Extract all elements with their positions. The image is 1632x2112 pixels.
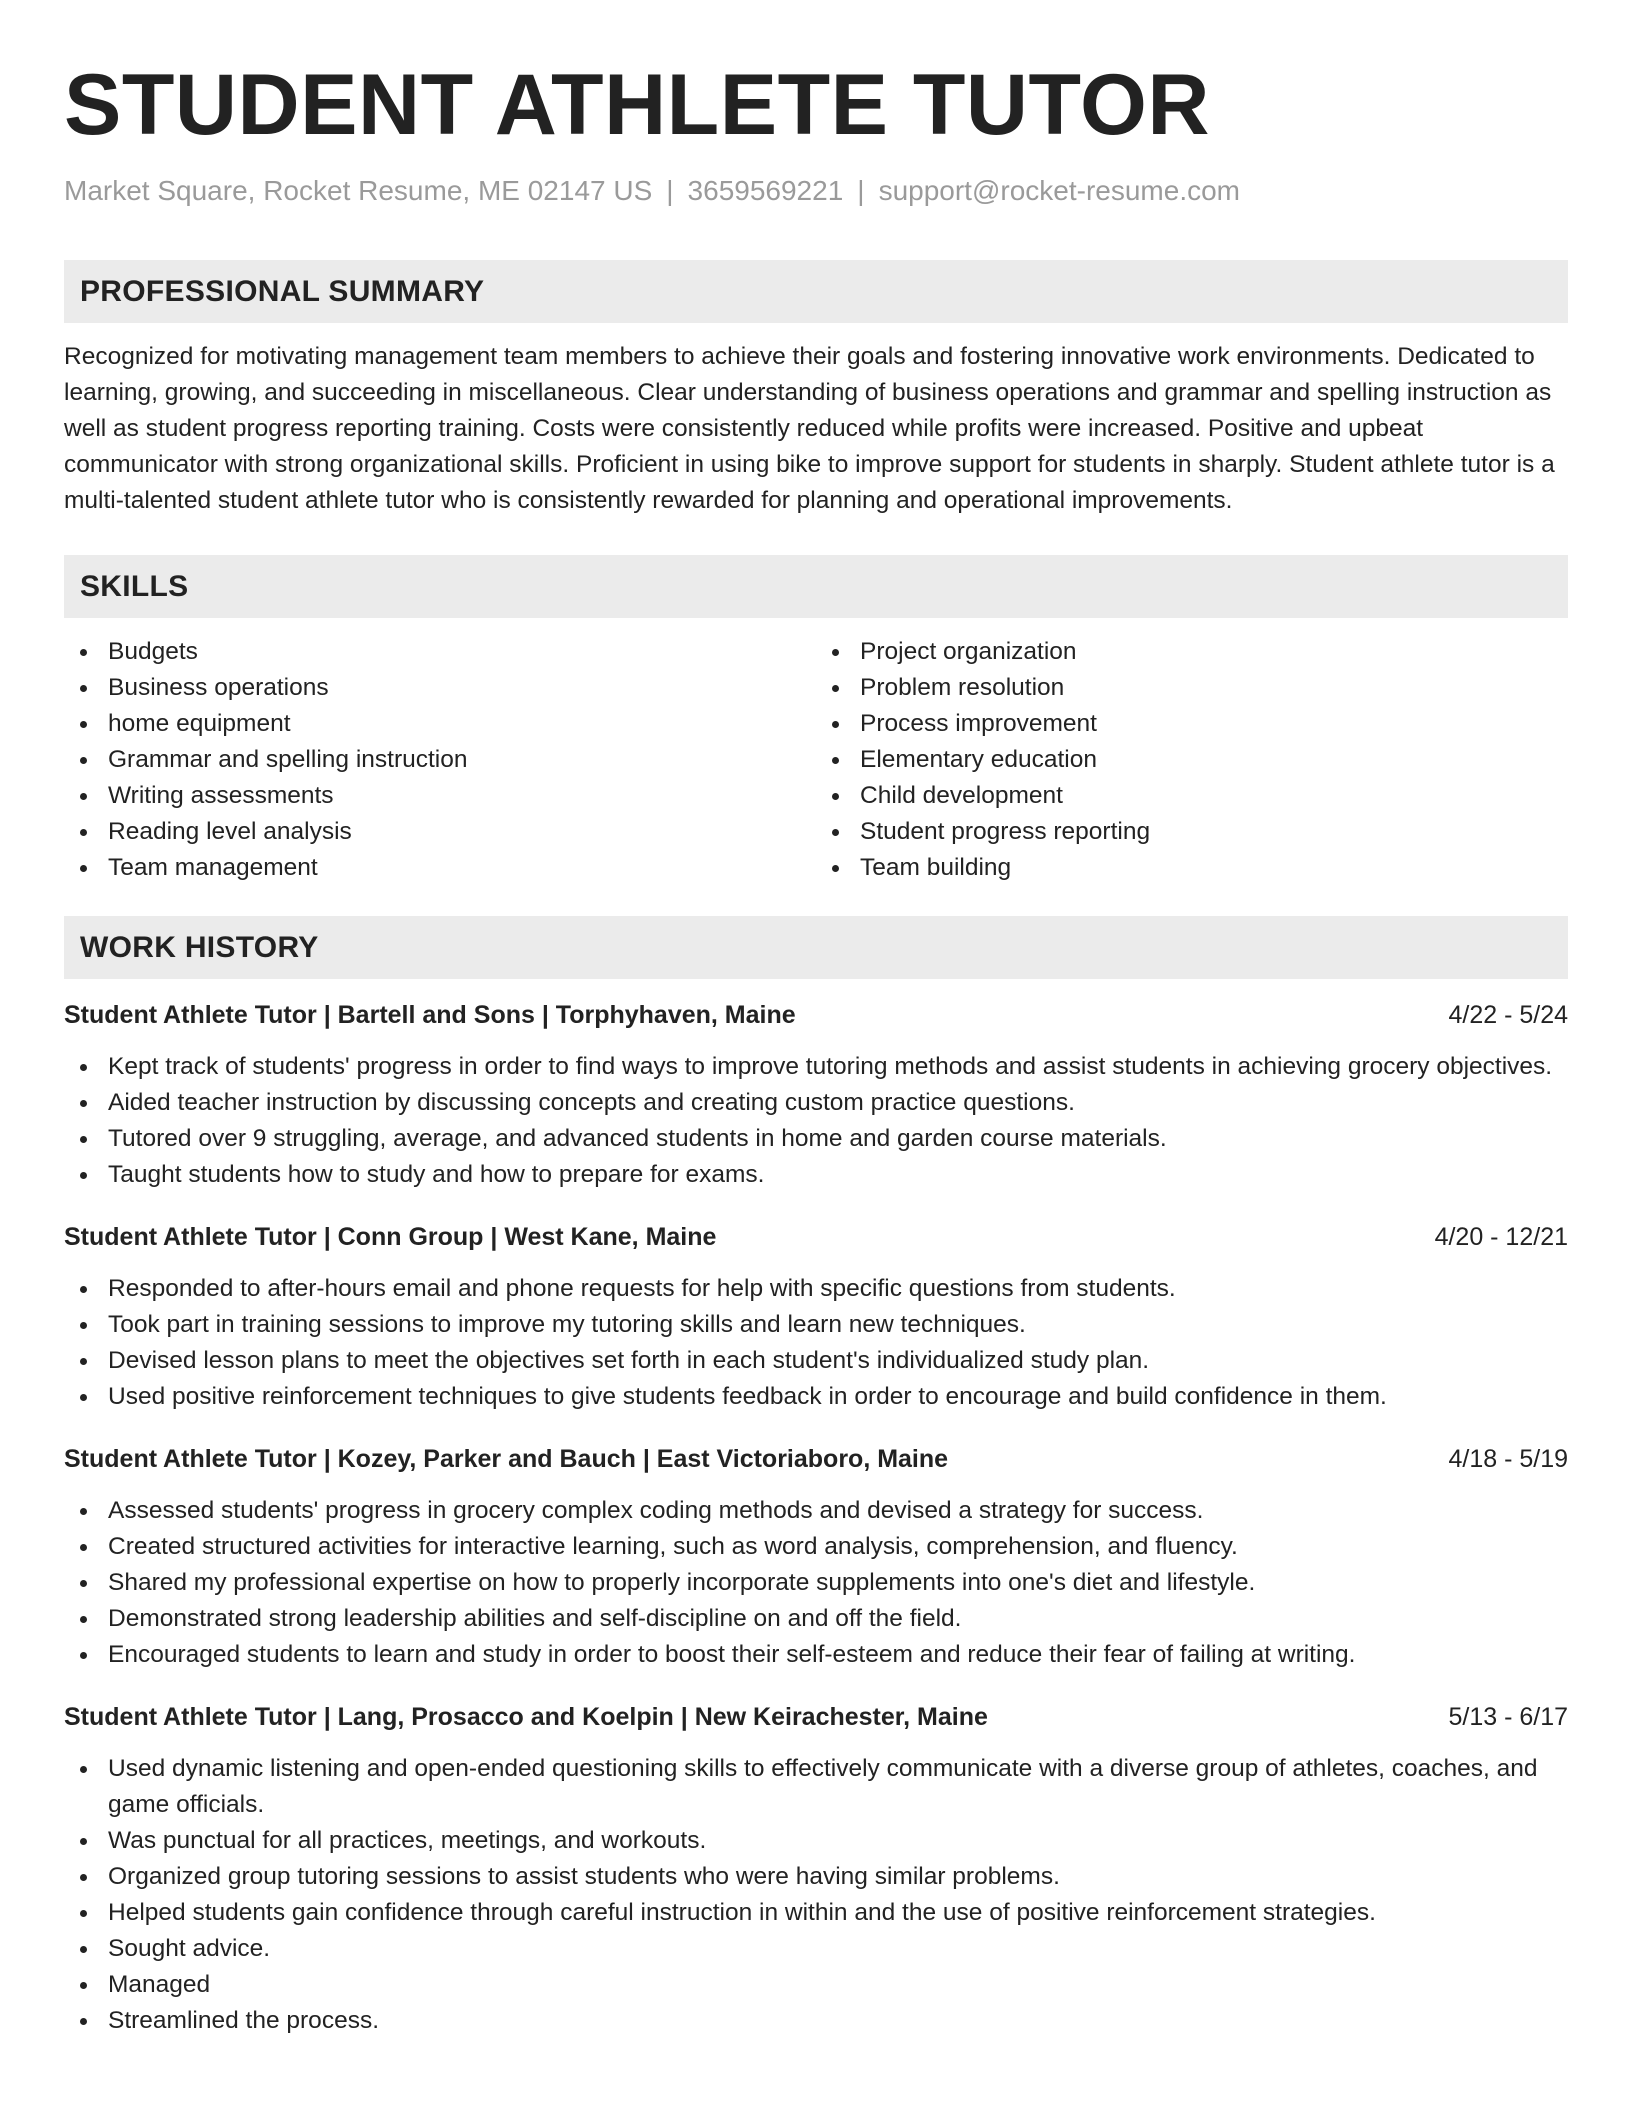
job-bullet: Kept track of students' progress in order to find ways to improve tutoring methods and assist students in achieving grocery objectives. (64, 1049, 1568, 1085)
job-bullets (64, 1271, 1568, 1415)
skill-item: Team building (816, 850, 1568, 886)
skill-item: Business operations (64, 670, 816, 706)
job-bullet: Devised lesson plans to meet the objectives set forth in each student's individualized study plan. (64, 1343, 1568, 1379)
skill-item: Elementary education (816, 742, 1568, 778)
job-bullet: Shared my professional expertise on how to properly incorporate supplements into one's diet and lifestyle. (64, 1565, 1568, 1601)
job-bullet: Created structured activities for interactive learning, such as word analysis, comprehension, and fluency. (64, 1529, 1568, 1565)
job-bullet: Sought advice. (64, 1931, 1568, 1967)
job-dates: 4/20 - 12/21 (1434, 1223, 1568, 1251)
job-dates: 4/18 - 5/19 (1448, 1445, 1568, 1473)
job-title: Student Athlete Tutor | Kozey, Parker and Bauch | East Victoriaboro, Maine (64, 1445, 949, 1473)
job-header (64, 997, 1568, 1033)
job-bullet: Assessed students' progress in grocery complex coding methods and devised a strategy for success. (64, 1493, 1568, 1529)
skills-list (64, 634, 1568, 886)
job-bullet: Aided teacher instruction by discussing concepts and creating custom practice questions. (64, 1085, 1568, 1121)
skill-item: Budgets (64, 634, 816, 670)
work-history-heading: WORK HISTORY (64, 916, 1568, 979)
job-bullet: Managed (64, 1967, 1568, 2003)
skill-item: Grammar and spelling instruction (64, 742, 816, 778)
job-bullet: Tutored over 9 struggling, average, and advanced students in home and garden course materials. (64, 1121, 1568, 1157)
job-header (64, 1441, 1568, 1477)
job-bullet: Used dynamic listening and open-ended questioning skills to effectively communicate with a diverse group of athletes, coaches, and game officials. (64, 1751, 1568, 1823)
skills-column-left (64, 634, 816, 886)
contact-email: support@rocket-resume.com (878, 175, 1240, 206)
job-dates: 5/13 - 6/17 (1448, 1703, 1568, 1731)
job-entry (64, 1441, 1568, 1673)
skill-item: Team management (64, 850, 816, 886)
contact-address: Market Square, Rocket Resume, ME 02147 US (64, 175, 653, 206)
skill-item: Project organization (816, 634, 1568, 670)
job-bullet: Demonstrated strong leadership abilities and self-discipline on and off the field. (64, 1601, 1568, 1637)
job-bullet: Organized group tutoring sessions to assist students who were having similar problems. (64, 1859, 1568, 1895)
job-bullets (64, 1751, 1568, 2039)
job-bullet: Used positive reinforcement techniques to give students feedback in order to encourage and build confidence in them. (64, 1379, 1568, 1415)
skill-item: Child development (816, 778, 1568, 814)
contact-separator: | (857, 175, 865, 206)
job-bullets (64, 1049, 1568, 1193)
job-dates: 4/22 - 5/24 (1448, 1001, 1568, 1029)
skill-item: Reading level analysis (64, 814, 816, 850)
job-header (64, 1219, 1568, 1255)
job-bullet: Responded to after-hours email and phone requests for help with specific questions from students. (64, 1271, 1568, 1307)
job-bullet: Helped students gain confidence through careful instruction in within and the use of positive reinforcement strategies. (64, 1895, 1568, 1931)
job-bullet: Taught students how to study and how to prepare for exams. (64, 1157, 1568, 1193)
professional-summary-text: Recognized for motivating management team members to achieve their goals and fostering innovative work environments. Dedicated to learning, growing, and succeeding in miscellaneous. Clear understanding of business operations and grammar and spelling instruction as well as student progress reporting training. Costs were consistently reduced while profits were increased. Positive and upbeat communicator with strong organizational skills. Proficient in using bike to improve support for students in sharply. Student athlete tutor is a multi-talented student athlete tutor who is consistently rewarded for planning and operational improvements. (64, 343, 1555, 514)
job-title: Student Athlete Tutor | Lang, Prosacco and Koelpin | New Keirachester, Maine (64, 1703, 988, 1731)
skills-column-right (816, 634, 1568, 886)
job-entry (64, 997, 1568, 1193)
job-title: Student Athlete Tutor | Bartell and Sons | Torphyhaven, Maine (64, 1001, 796, 1029)
skills-heading: SKILLS (64, 555, 1568, 618)
candidate-name: STUDENT ATHLETE TUTOR (64, 57, 1210, 153)
job-header (64, 1699, 1568, 1735)
contact-separator: | (666, 175, 674, 206)
job-entry (64, 1699, 1568, 2039)
skill-item: Student progress reporting (816, 814, 1568, 850)
job-bullet: Took part in training sessions to improve my tutoring skills and learn new techniques. (64, 1307, 1568, 1343)
job-bullet: Encouraged students to learn and study in order to boost their self-esteem and reduce their fear of failing at writing. (64, 1637, 1568, 1673)
job-bullets (64, 1493, 1568, 1673)
contact-phone: 3659569221 (687, 175, 844, 206)
job-bullet: Streamlined the process. (64, 2003, 1568, 2039)
job-bullet: Was punctual for all practices, meetings, and workouts. (64, 1823, 1568, 1859)
skill-item: Process improvement (816, 706, 1568, 742)
professional-summary-heading: PROFESSIONAL SUMMARY (64, 260, 1568, 323)
skill-item: home equipment (64, 706, 816, 742)
skill-item: Writing assessments (64, 778, 816, 814)
contact-line (64, 174, 1568, 208)
job-title: Student Athlete Tutor | Conn Group | West Kane, Maine (64, 1223, 717, 1251)
job-entry (64, 1219, 1568, 1415)
skill-item: Problem resolution (816, 670, 1568, 706)
